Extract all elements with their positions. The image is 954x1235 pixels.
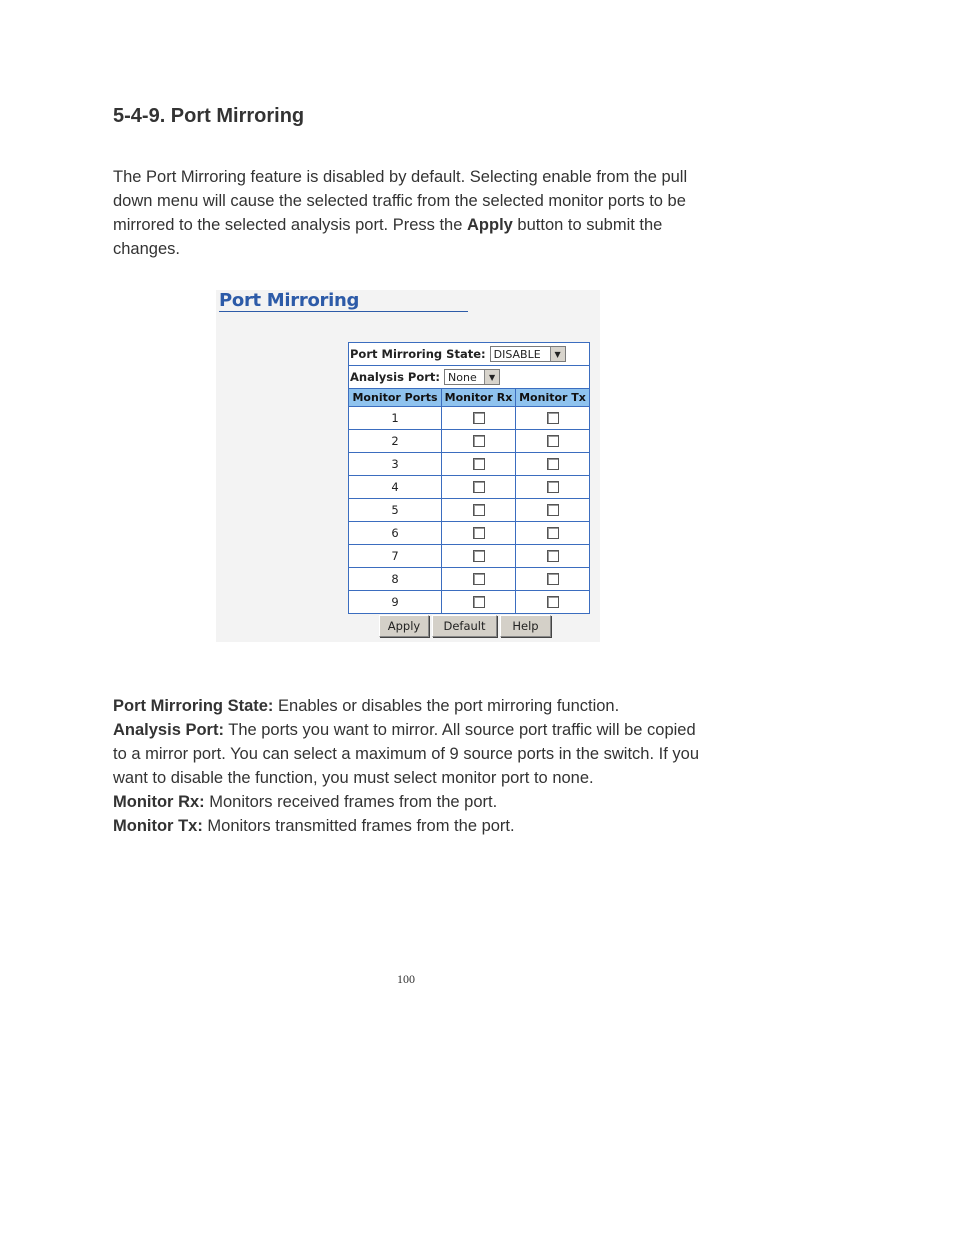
monitor-tx-checkbox[interactable] bbox=[547, 435, 559, 447]
table-header bbox=[349, 388, 589, 406]
port-mirroring-table bbox=[348, 342, 590, 614]
table-row bbox=[349, 498, 589, 521]
analysis-row bbox=[349, 365, 589, 388]
table-row bbox=[349, 429, 589, 452]
monitor-rx-checkbox[interactable] bbox=[473, 435, 485, 447]
tx-cell bbox=[516, 453, 589, 475]
analysis-label: Analysis Port: bbox=[350, 370, 441, 384]
default-button[interactable]: Default bbox=[432, 615, 497, 637]
rx-cell bbox=[442, 476, 516, 498]
rx-cell bbox=[442, 407, 516, 429]
analysis-select-value: None bbox=[448, 370, 477, 384]
rx-cell bbox=[442, 568, 516, 590]
tx-cell bbox=[516, 407, 589, 429]
port-number: 1 bbox=[349, 407, 442, 429]
term-analysis: Analysis Port: bbox=[113, 721, 224, 739]
monitor-tx-checkbox[interactable] bbox=[547, 504, 559, 516]
monitor-rx-checkbox[interactable] bbox=[473, 573, 485, 585]
text-analysis: The ports you want to mirror. All source port traffic will be copied to a mirror port. You can select a maximum of 9 source ports in the switch. If you want to disable the function, you must select monitor port to none. bbox=[113, 721, 700, 787]
table-row bbox=[349, 452, 589, 475]
monitor-rx-checkbox[interactable] bbox=[473, 550, 485, 562]
term-tx: Monitor Tx: bbox=[113, 817, 203, 835]
text-rx: Monitors received frames from the port. bbox=[204, 793, 498, 811]
table-row bbox=[349, 475, 589, 498]
rx-cell bbox=[442, 522, 516, 544]
tx-cell bbox=[516, 591, 589, 613]
chevron-down-icon: ▼ bbox=[550, 347, 565, 361]
monitor-rx-checkbox[interactable] bbox=[473, 458, 485, 470]
monitor-tx-checkbox[interactable] bbox=[547, 412, 559, 424]
table-row bbox=[349, 544, 589, 567]
rx-cell bbox=[442, 591, 516, 613]
monitor-rx-checkbox[interactable] bbox=[473, 596, 485, 608]
button-bar bbox=[379, 615, 551, 637]
port-rows bbox=[349, 406, 589, 613]
col-monitor-tx: Monitor Tx bbox=[519, 391, 586, 404]
intro-text-1: The Port Mirroring feature is disabled by default. Selecting enable from the pull down menu will cause the selected traffic from the selected monitor ports to be mirrored to the selected analysis port. Press the bbox=[113, 168, 688, 234]
desc-tx bbox=[113, 814, 713, 838]
intro-text-2: button to submit the changes. bbox=[113, 216, 663, 258]
port-number: 6 bbox=[349, 522, 442, 544]
help-button[interactable]: Help bbox=[500, 615, 551, 637]
monitor-tx-checkbox[interactable] bbox=[547, 481, 559, 493]
port-number: 9 bbox=[349, 591, 442, 613]
apply-button[interactable]: Apply bbox=[379, 615, 429, 637]
term-rx: Monitor Rx: bbox=[113, 793, 205, 811]
col-monitor-rx: Monitor Rx bbox=[442, 389, 516, 406]
state-select[interactable] bbox=[490, 346, 566, 362]
tx-cell bbox=[516, 499, 589, 521]
col-monitor-ports: Monitor Ports bbox=[349, 389, 442, 406]
table-row bbox=[349, 406, 589, 429]
table-row bbox=[349, 590, 589, 613]
monitor-rx-checkbox[interactable] bbox=[473, 504, 485, 516]
desc-state bbox=[113, 694, 713, 718]
monitor-tx-checkbox[interactable] bbox=[547, 550, 559, 562]
tx-cell bbox=[516, 522, 589, 544]
port-number: 8 bbox=[349, 568, 442, 590]
state-label: Port Mirroring State: bbox=[350, 347, 486, 361]
intro-paragraph bbox=[113, 165, 713, 261]
tx-cell bbox=[516, 430, 589, 452]
desc-analysis bbox=[113, 718, 713, 790]
screenshot-title: Port Mirroring bbox=[219, 290, 360, 311]
monitor-tx-checkbox[interactable] bbox=[547, 573, 559, 585]
title-underline bbox=[219, 311, 468, 312]
tx-cell bbox=[516, 568, 589, 590]
port-number: 7 bbox=[349, 545, 442, 567]
table-row bbox=[349, 567, 589, 590]
desc-rx bbox=[113, 790, 713, 814]
monitor-rx-checkbox[interactable] bbox=[473, 481, 485, 493]
port-number: 2 bbox=[349, 430, 442, 452]
table-row bbox=[349, 521, 589, 544]
port-number: 4 bbox=[349, 476, 442, 498]
rx-cell bbox=[442, 430, 516, 452]
monitor-tx-checkbox[interactable] bbox=[547, 596, 559, 608]
port-mirroring-screenshot bbox=[216, 290, 600, 642]
rx-cell bbox=[442, 453, 516, 475]
state-select-value: DISABLE bbox=[493, 347, 541, 361]
port-number: 3 bbox=[349, 453, 442, 475]
analysis-select[interactable] bbox=[444, 369, 500, 385]
text-state: Enables or disables the port mirroring function. bbox=[273, 697, 620, 715]
rx-cell bbox=[442, 499, 516, 521]
term-state: Port Mirroring State: bbox=[113, 697, 274, 715]
monitor-tx-checkbox[interactable] bbox=[547, 458, 559, 470]
state-row bbox=[349, 343, 589, 365]
tx-cell bbox=[516, 476, 589, 498]
monitor-rx-checkbox[interactable] bbox=[473, 412, 485, 424]
intro-apply-bold: Apply bbox=[467, 216, 513, 234]
section-heading: 5-4-9. Port Mirroring bbox=[113, 105, 305, 127]
chevron-down-icon: ▼ bbox=[484, 370, 499, 384]
tx-cell bbox=[516, 545, 589, 567]
monitor-tx-checkbox[interactable] bbox=[547, 527, 559, 539]
text-tx: Monitors transmitted frames from the port. bbox=[202, 817, 515, 835]
page-number: 100 bbox=[397, 972, 415, 986]
monitor-rx-checkbox[interactable] bbox=[473, 527, 485, 539]
rx-cell bbox=[442, 545, 516, 567]
port-number: 5 bbox=[349, 499, 442, 521]
field-descriptions bbox=[113, 694, 713, 838]
